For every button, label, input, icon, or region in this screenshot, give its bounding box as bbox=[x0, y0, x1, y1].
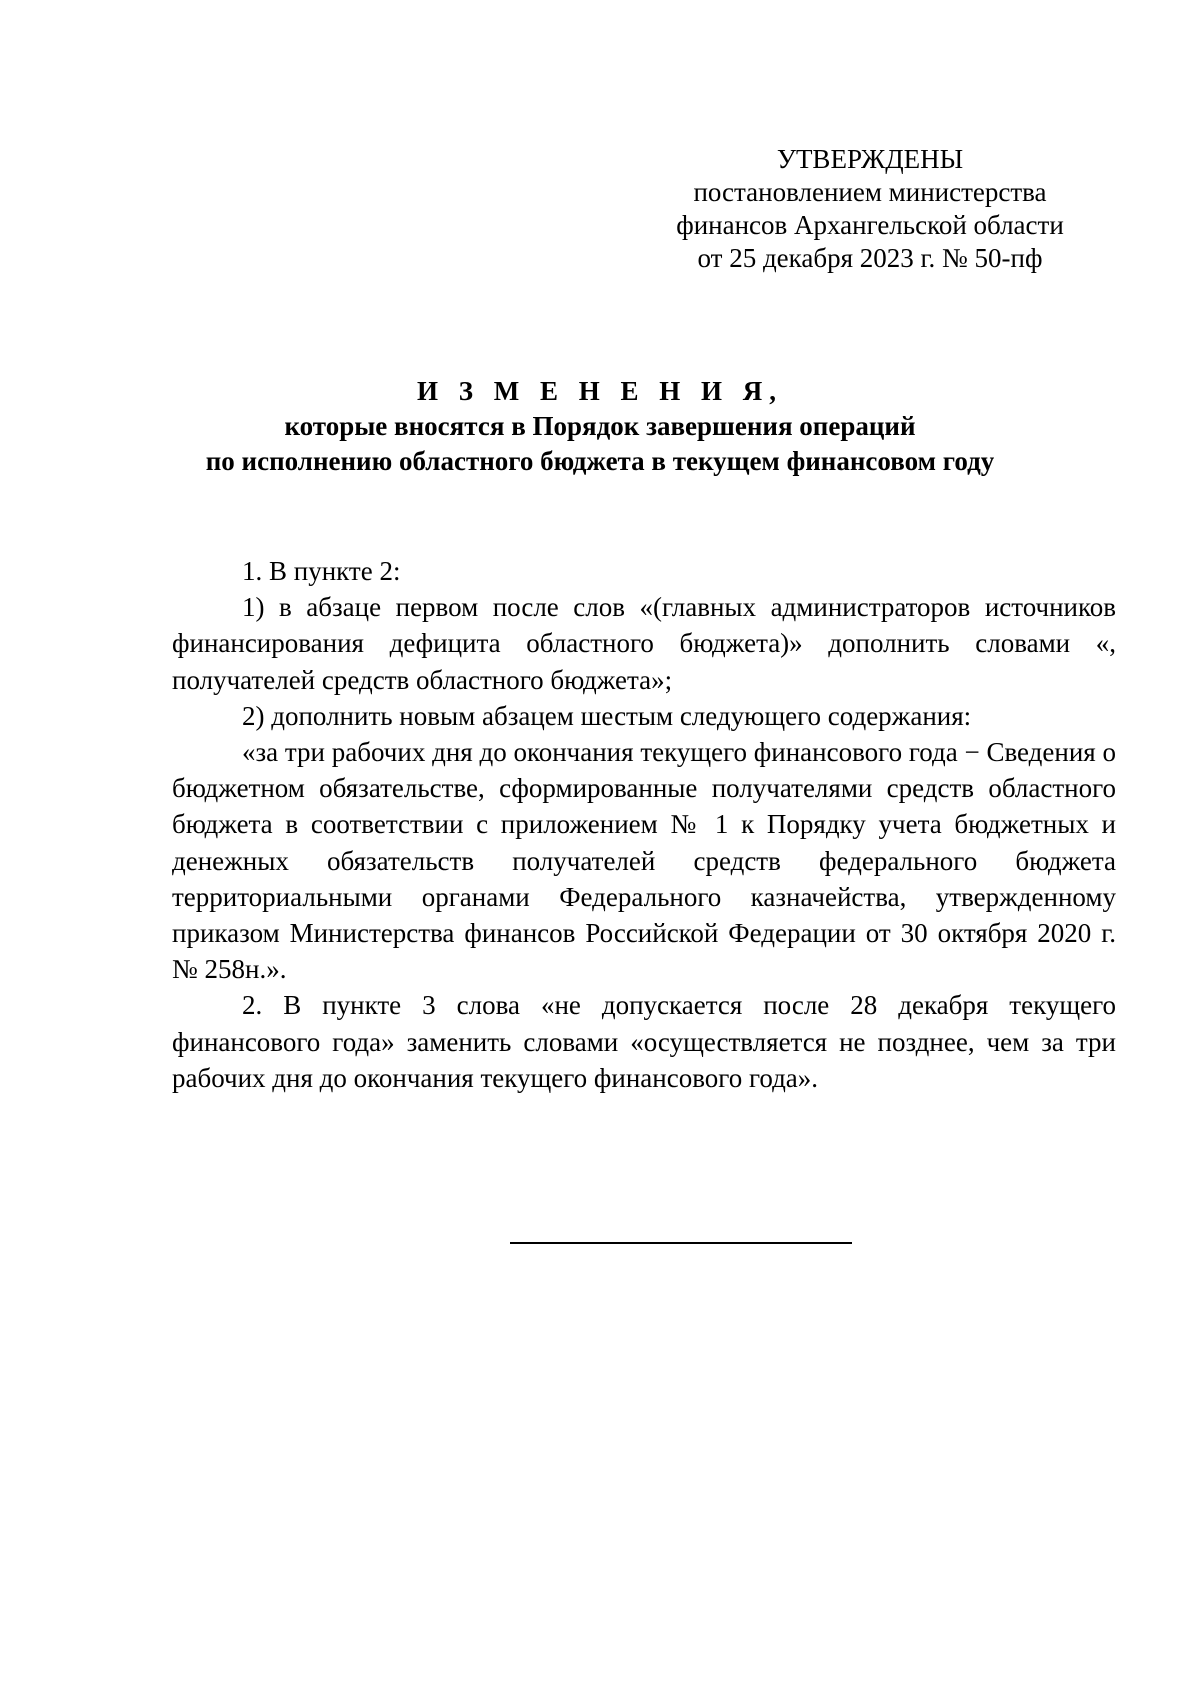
closing-divider bbox=[510, 1242, 852, 1244]
approval-date-number: от 25 декабря 2023 г. № 50-пф bbox=[697, 243, 1043, 273]
paragraph-subitem-1: 1) в абзаце первом после слов «(главных администраторов источников финансирования дефицита областного бюджета)» дополнить словами «, получателей средств областного бюджета»; bbox=[172, 592, 1116, 695]
approval-line: постановлением министерства bbox=[693, 177, 1047, 207]
title-subtitle-line: по исполнению областного бюджета в текущем финансовом году bbox=[205, 446, 995, 476]
approval-block bbox=[640, 143, 1100, 275]
paragraph-subitem-2: 2) дополнить новым абзацем шестым следующего содержания: bbox=[242, 700, 972, 731]
approval-heading: УТВЕРЖДЕНЫ bbox=[776, 144, 964, 174]
document-body bbox=[172, 553, 1116, 1096]
paragraph-item-1: 1. В пункте 2: bbox=[242, 556, 401, 586]
approval-line: финансов Архангельской области bbox=[676, 210, 1064, 240]
document-title bbox=[160, 374, 1040, 479]
title-subtitle-line: которые вносятся в Порядок завершения операций bbox=[284, 411, 916, 441]
title-main: И З М Е Н Е Н И Я, bbox=[416, 376, 783, 406]
paragraph-new-abzac: «за три рабочих дня до окончания текущего финансового года − Сведения о бюджетном обязательстве, сформированные получателями средств областного бюджета в соответствии с приложением № 1 к Порядку учета бюджетных и денежных обязательств получателей средств федерального бюджета территориальными органами Федерального казначейства, утвержденному приказом Министерства финансов Российской Федерации от 30 октября 2020 г. № 258н.». bbox=[172, 737, 1116, 985]
paragraph-item-2: 2. В пункте 3 слова «не допускается после 28 декабря текущего финансового года» заменить словами «осуществляется не позднее, чем за три рабочих дня до окончания текущего финансового года». bbox=[172, 990, 1116, 1093]
